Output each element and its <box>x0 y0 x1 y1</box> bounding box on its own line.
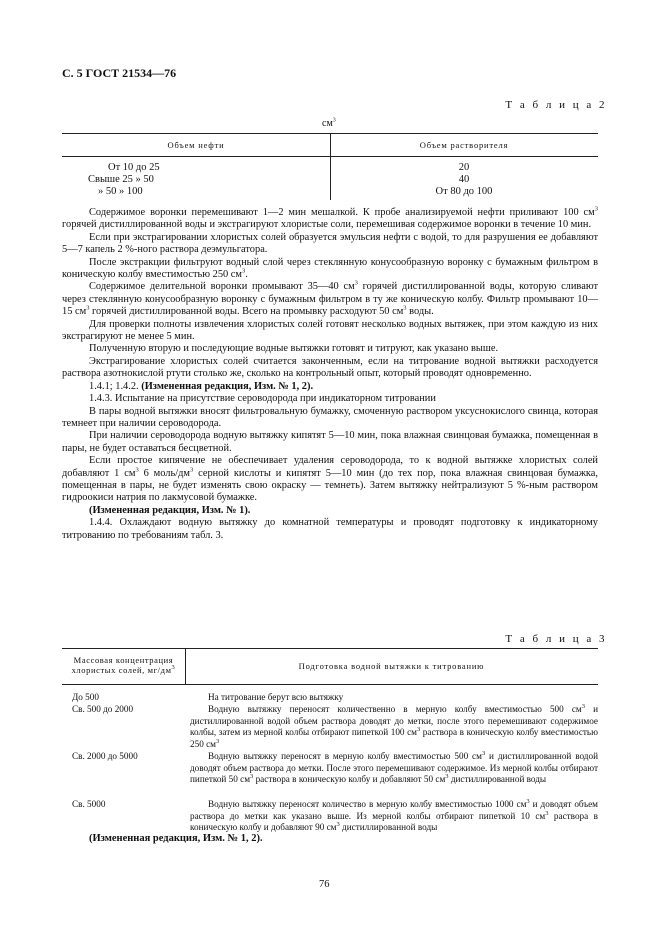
table2-row1-volume: От 10 до 25 <box>108 162 160 173</box>
paragraph: 1.4.4. Охлаждают водную вытяжку до комнатной температуры и проводят подготовку к индикаторному титрованию по требованиям табл. 3. <box>62 517 598 541</box>
paragraph: Экстрагирование хлористых солей считается законченным, если на титрование водной вытяжки расходуется раствора азотнокислой ртути столько же, сколько на контрольный опыт, который проводят одновременно. <box>62 355 598 380</box>
paragraph: В пары водной вытяжки вносят фильтровальную бумажку, смоченную раствором уксуснокислого свинца, которая темнеет при наличии сероводорода. <box>62 405 598 429</box>
table3-row1-preparation: На титрование берут всю вытяжку <box>208 692 344 702</box>
body-text <box>62 207 598 542</box>
paragraph: Содержимое воронки перемешивают 1—2 мин мешалкой. К пробе анализируемой нефти приливают 100 $см^3$ горячей дистиллированной воды и экстрагируют хлористые соли, перемешивая содержимое воронки в течение 10 мин. <box>62 205 598 231</box>
table2-col2-header: Объем растворителя <box>419 140 509 150</box>
paragraph: Для проверки полноты извлечения хлористых солей готовят несколько водных вытяжек, при этом каждую из них экстрагируют не менее 5 мин. <box>62 318 598 343</box>
table2-row2-volume: Свыше 25 » 50 <box>88 174 154 185</box>
paragraph: 1.4.3. Испытание на присутствие сероводорода при индикаторном титровании <box>89 393 436 405</box>
table2-row3-solvent: От 80 до 100 <box>435 186 493 197</box>
table3-row4-concentration: Св. 5000 <box>72 799 106 809</box>
paragraph: Содержимое делительной воронки промывают 35—40 $см^3$ горячей дистиллированной воды, которую сливают через стеклянную конусообразную воронку с бумажным фильтром в ту же коническую колбу. Фильтр промывают 10—15 $см^3$ горячей дистиллированной воды. Всего на промывку расходуют 50 $см^3$ воды. <box>62 279 598 318</box>
table2-label: Т а б л и ц а 2 <box>505 99 607 111</box>
paragraph: 1.4.1; 1.4.2. (Измененная редакция, Изм. № 1, 2). <box>89 380 314 392</box>
page-number: 76 <box>319 879 330 890</box>
table3-row2-concentration: Св. 500 до 2000 <box>72 704 134 714</box>
table3-row3-preparation: Водную вытяжку переносят в мерную колбу вместимостью 500 $см^3$ и дистиллированной водой доводят объем раствора до метки. После этого перемешивают содержимое. Из мерной колбы отбирают пипеткой 50 $см^3$ раствора в коническую колбу и добавляют 50 $см^3$ дистиллированной воды <box>190 749 598 785</box>
table3-col2-header: Подготовка водной вытяжки к титрованию <box>298 661 485 671</box>
paragraph: Если простое кипячение не обеспечивает удаления сероводорода, то к водной вытяжке хлористых солей добавляют 1 $см^3$ 6 моль/$дм^3$ серной кислоты и кипятят 5—10 мин (до тех пор, пока влажная свинцовая бумажка, помещенная в пары, не будет изменять свою окраску — темнеть). Затем вытяжку нейтрализуют 5 %-ным раствором гидроокиси натрия по лакмусовой бумажке. <box>62 455 599 504</box>
paragraph: Полученную вторую и последующие водные вытяжки готовят и титруют, как указано выше. <box>89 343 499 355</box>
table2-row1-solvent: 20 <box>458 162 470 173</box>
table2-col1-header: Объем нефти <box>167 140 225 150</box>
paragraph: При наличии сероводорода водную вытяжку кипятят 5—10 мин, пока влажная свинцовая бумажка, помещенная в пары, не будет оставаться бесцветной. <box>62 430 598 454</box>
table3-row2-preparation: Водную вытяжку переносят количественно в мерную колбу вместимостью 500 $см^3$ и дистиллированной водой объем раствора доводят до метки, после этого перемешивают содержимое колбы, затем из мерной колбы отбирают пипеткой 100 $см^3$ раствора в коническую колбу вместимостью 250 $см^3$ <box>190 702 598 749</box>
page-header: С. 5 ГОСТ 21534—76 <box>62 66 177 80</box>
table2-row2-solvent: 40 <box>458 174 470 185</box>
table2-header-rule <box>62 156 598 157</box>
table3-col1-header: Массовая концентрация хлористых солей, $мг/дм^3$ <box>71 655 176 675</box>
table2-row3-volume: » 50 » 100 <box>98 186 143 197</box>
table3-row4-preparation: Водную вытяжку переносят количество в мерную колбу вместимостью 1000 $см^3$ и доводят объем раствора до метки как указано выше. Из мерной колбы отбирают пипеткой 10 $см^3$ раствора в коническую колбу и добавляют 90 $см^3$ дистиллированной воды <box>190 797 598 833</box>
paragraph: (Измененная редакция, Изм. № 1). <box>89 504 251 516</box>
table3-row1-concentration: До 500 <box>72 692 99 702</box>
amendment-note: (Измененная редакция, Изм. № 1, 2). <box>89 833 263 844</box>
table3-top-rule <box>62 648 598 649</box>
table3-label: Т а б л и ц а 3 <box>505 633 607 645</box>
table3-header-rule <box>62 684 598 685</box>
paragraph: Если при экстрагировании хлористых солей образуется эмульсия нефти с водой, то для разрушения ее добавляют 5—7 капель 2 %-ного раствора деэмульгатора. <box>62 231 598 256</box>
table2-unit: $см^3$ <box>322 117 336 129</box>
table3-row3-concentration: Св. 2000 до 5000 <box>72 751 138 761</box>
paragraph: После экстракции фильтруют водный слой через стеклянную конусообразную воронку с бумажным фильтром в коническую колбу вместимостью 250 $см^3$. <box>62 256 598 281</box>
